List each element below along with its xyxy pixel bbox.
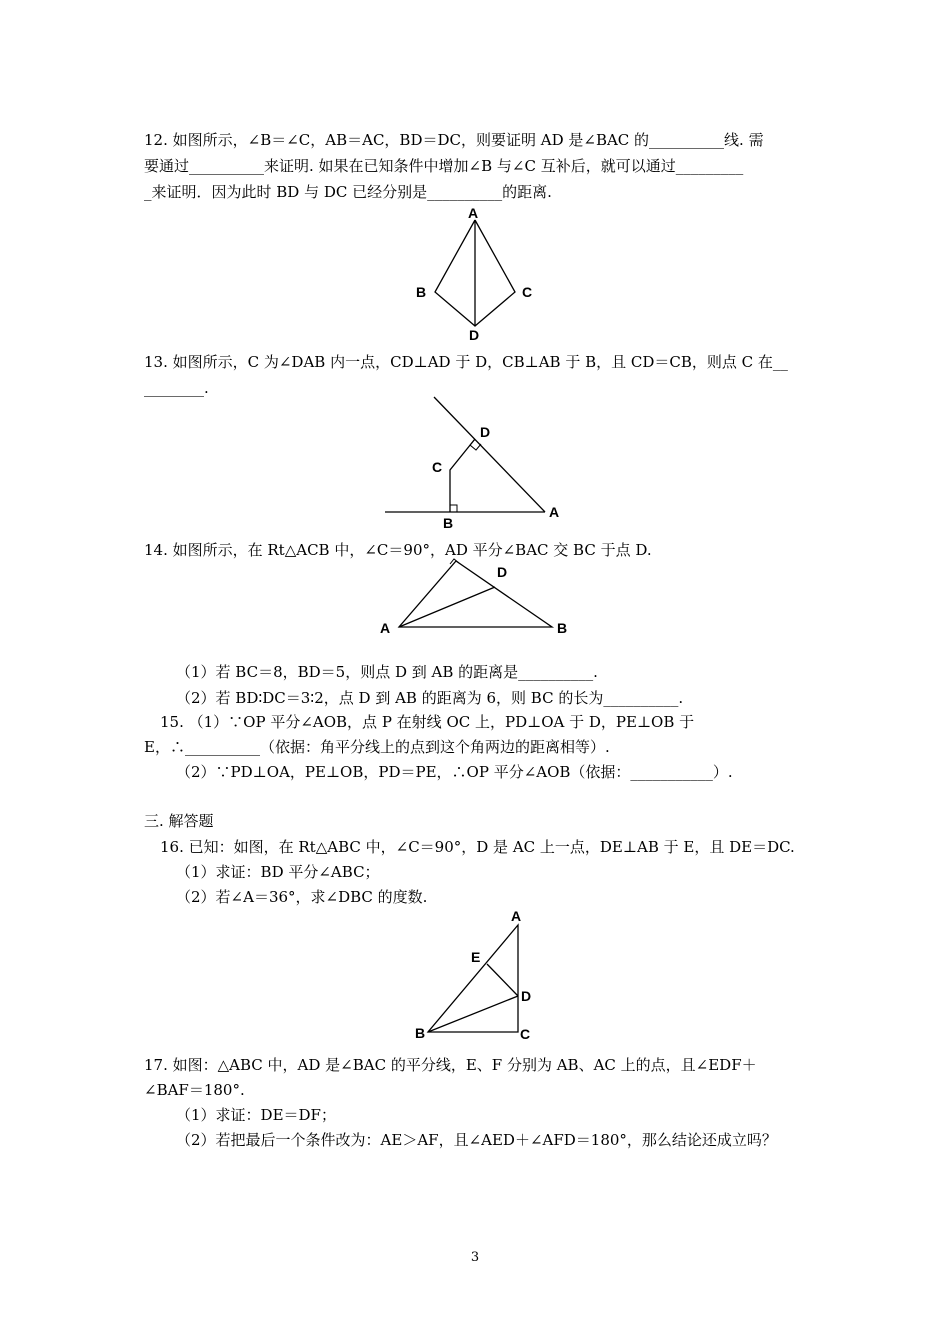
q16-subquestion-2: （2）若∠A＝36°，求∠DBC 的度数.: [176, 888, 428, 906]
q16-label-d: D: [521, 988, 532, 1004]
q13-label-c: C: [432, 459, 443, 475]
q12-text-line3: _来证明．因为此时 BD 与 DC 已经分别是__________的距离.: [144, 183, 552, 201]
q13-text-line1: 13. 如图所示，C 为∠DAB 内一点，CD⊥AD 于 D，CB⊥AB 于 B，且 CD＝CB，则点 C 在__: [144, 353, 788, 371]
q12-label-a: A: [468, 205, 479, 221]
q16-label-b: B: [415, 1025, 426, 1041]
q12-text-line1: 12. 如图所示，∠B＝∠C，AB＝AC，BD＝DC，则要证明 AD 是∠BAC 的__________线. 需: [144, 131, 764, 149]
q12-figure: [410, 202, 540, 342]
q12-label-b: B: [416, 284, 427, 300]
q12-label-d: D: [469, 327, 480, 343]
q16-label-e: E: [471, 949, 481, 965]
q16-triangle: [428, 925, 518, 1032]
q13-figure: [380, 392, 580, 532]
q13-right-angle-b: [450, 505, 457, 512]
q16-label-a: A: [511, 908, 522, 924]
q15-text-line1: 15. （1）∵OP 平分∠AOB，点 P 在射线 OC 上，PD⊥OA 于 D，PE⊥OB 于: [160, 713, 695, 731]
q14-text-line1: 14. 如图所示，在 Rt△ACB 中，∠C＝90°，AD 平分∠BAC 交 BC 于点 D.: [144, 541, 652, 559]
q14-figure: [375, 555, 575, 640]
q12-label-c: C: [522, 284, 533, 300]
q15-subquestion-2: （2）∵PD⊥OA，PE⊥OB，PD＝PE，∴OP 平分∠AOB（依据：___________）.: [176, 763, 733, 781]
q13-label-d: D: [480, 424, 491, 440]
q16-segment-bd: [428, 996, 518, 1032]
q17-subquestion-2: （2）若把最后一个条件改为：AE＞AF，且∠AED＋∠AFD＝180°，那么结论还成立吗？: [176, 1131, 777, 1149]
q16-subquestion-1: （1）求证：BD 平分∠ABC；: [176, 863, 380, 881]
page-number: 3: [470, 1250, 480, 1265]
q13-text-line2: ________.: [144, 379, 209, 397]
q12-text-line2: 要通过__________来证明. 如果在已知条件中增加∠B 与∠C 互补后，就可以通过_________: [144, 157, 744, 175]
q15-text-line2: E，∴__________（依据：角平分线上的点到这个角两边的距离相等）.: [144, 738, 610, 756]
q14-label-b: B: [557, 620, 568, 636]
section-3-title: 三. 解答题: [144, 812, 214, 830]
q16-label-c: C: [520, 1026, 531, 1042]
q16-segment-de: [487, 964, 518, 996]
q13-label-b: B: [443, 515, 454, 531]
q13-segments-dcb: [450, 439, 475, 512]
q14-label-a: A: [380, 620, 391, 636]
q14-subquestion-1: （1）若 BC＝8，BD＝5，则点 D 到 AB 的距离是__________.: [176, 663, 598, 681]
q14-subquestion-2: （2）若 BD∶DC＝3∶2，点 D 到 AB 的距离为 6，则 BC 的长为__________.: [176, 689, 684, 707]
q17-text-line2: ∠BAF＝180°.: [144, 1081, 245, 1099]
q14-label-d: D: [497, 564, 508, 580]
q17-subquestion-1: （1）求证：DE＝DF；: [176, 1106, 336, 1124]
q13-label-a: A: [549, 504, 560, 520]
q14-segment-ad: [399, 587, 495, 627]
q17-text-line1: 17. 如图：△ABC 中，AD 是∠BAC 的平分线，E、F 分别为 AB、AC 上的点，且∠EDF＋: [144, 1056, 757, 1074]
q16-figure: [410, 905, 540, 1045]
q16-text-line1: 16. 已知：如图，在 Rt△ABC 中，∠C＝90°，D 是 AC 上一点，DE⊥AB 于 E，且 DE＝DC.: [160, 838, 795, 856]
